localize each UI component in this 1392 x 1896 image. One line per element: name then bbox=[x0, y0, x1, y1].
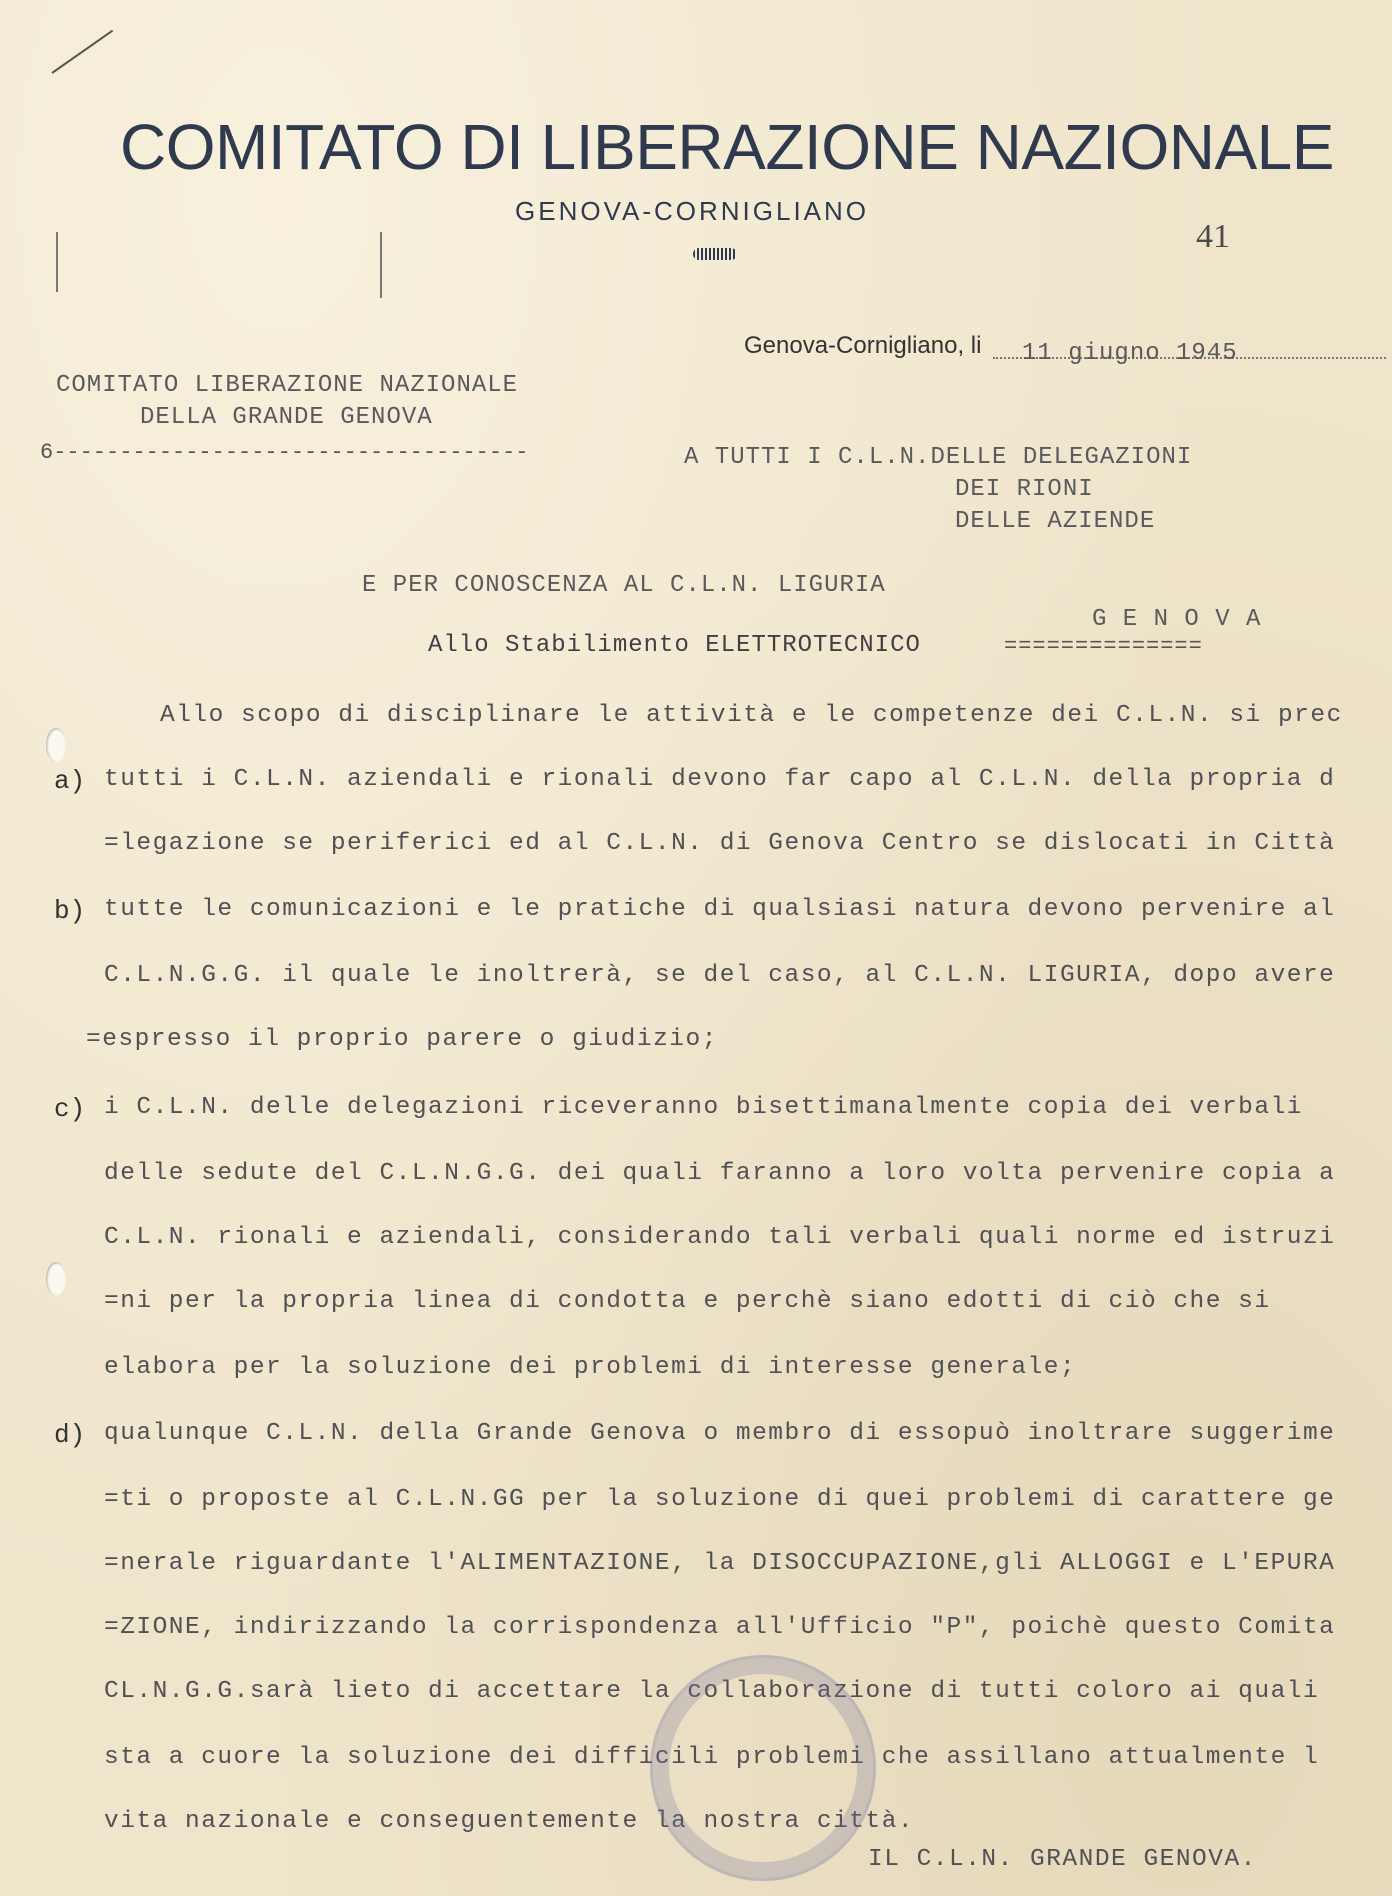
item-a-line-1: tutti i C.L.N. aziendali e rionali devono far capo al C.L.N. della propria d bbox=[104, 766, 1336, 793]
item-c-line-1: i C.L.N. delle delegazioni riceveranno bisettimanalmente copia dei verbali bbox=[104, 1094, 1303, 1121]
recipient-city: G E N O V A bbox=[1092, 606, 1262, 633]
punch-hole bbox=[46, 728, 66, 762]
item-c-marker: c) bbox=[54, 1094, 86, 1124]
item-a-line-2: =legazione se periferici ed al C.L.N. di Genova Centro se dislocati in Città bbox=[104, 830, 1336, 857]
sender-line-2: DELLA GRANDE GENOVA bbox=[140, 404, 433, 431]
sender-rule: 6------------------------------------ bbox=[40, 440, 529, 465]
item-b-marker: b) bbox=[54, 896, 86, 926]
recipient-line-2: DEI RIONI bbox=[955, 476, 1094, 503]
item-d-marker: d) bbox=[54, 1420, 86, 1450]
item-a-marker: a) bbox=[54, 766, 86, 796]
letterhead-title: COMITATO DI LIBERAZIONE NAZIONALE bbox=[120, 111, 1334, 183]
body-intro: Allo scopo di disciplinare le attività e le competenze dei C.L.N. si prec bbox=[160, 702, 1343, 729]
item-d-line-7: vita nazionale e conseguentemente la nostra città. bbox=[104, 1808, 915, 1835]
letterhead-subtitle: GENOVA-CORNIGLIANO bbox=[515, 196, 870, 226]
margin-mark bbox=[56, 232, 58, 292]
item-d-line-2: =ti o proposte al C.L.N.GG per la soluzione di quei problemi di carattere ge bbox=[104, 1486, 1336, 1513]
cc-line: E PER CONOSCENZA AL C.L.N. LIGURIA bbox=[362, 572, 886, 599]
signature: IL C.L.N. GRANDE GENOVA. bbox=[868, 1846, 1257, 1873]
letterhead-ornament-icon bbox=[693, 248, 737, 260]
punch-hole bbox=[46, 1262, 66, 1296]
item-d-line-5: CL.N.G.G.sarà lieto di accettare la collaborazione di tutti coloro ai quali bbox=[104, 1678, 1320, 1705]
item-b-line-3: =espresso il proprio parere o giudizio; bbox=[86, 1026, 718, 1053]
item-d-line-6: sta a cuore la soluzione dei difficili problemi che assillano attualmente l bbox=[104, 1744, 1320, 1771]
recipient-line-1: A TUTTI I C.L.N.DELLE DELEGAZIONI bbox=[684, 444, 1193, 471]
recipient-establishment: Allo Stabilimento ELETTROTECNICO bbox=[428, 632, 921, 659]
establishment-rule: ============== bbox=[1004, 634, 1203, 659]
circular-stamp bbox=[650, 1655, 876, 1881]
item-d-line-3: =nerale riguardante l'ALIMENTAZIONE, la DISOCCUPAZIONE,gli ALLOGGI e L'EPURA bbox=[104, 1550, 1336, 1577]
item-c-line-4: =ni per la propria linea di condotta e perchè siano edotti di ciò che si bbox=[104, 1288, 1271, 1315]
item-b-line-1: tutte le comunicazioni e le pratiche di qualsiasi natura devono pervenire al bbox=[104, 896, 1336, 923]
margin-mark bbox=[380, 232, 382, 298]
sender-line-1: COMITATO LIBERAZIONE NAZIONALE bbox=[56, 372, 519, 399]
item-c-line-2: delle sedute del C.L.N.G.G. dei quali faranno a loro volta pervenire copia a bbox=[104, 1160, 1336, 1187]
document-number: 41 bbox=[1196, 218, 1230, 255]
recipient-line-3: DELLE AZIENDE bbox=[955, 508, 1156, 535]
item-c-line-3: C.L.N. rionali e aziendali, considerando tali verbali quali norme ed istruzi bbox=[104, 1224, 1336, 1251]
item-d-line-1: qualunque C.L.N. della Grande Genova o membro di essopuò inoltrare suggerime bbox=[104, 1420, 1336, 1447]
date-printed-label: Genova-Cornigliano, li bbox=[744, 332, 982, 359]
date-typed: 11 giugno 1945 bbox=[1022, 340, 1238, 367]
item-b-line-2: C.L.N.G.G. il quale le inoltrerà, se del caso, al C.L.N. LIGURIA, dopo avere bbox=[104, 962, 1336, 989]
item-d-line-4: =ZIONE, indirizzando la corrispondenza all'Ufficio "P", poichè questo Comita bbox=[104, 1614, 1336, 1641]
item-c-line-5: elabora per la soluzione dei problemi di interesse generale; bbox=[104, 1354, 1077, 1381]
